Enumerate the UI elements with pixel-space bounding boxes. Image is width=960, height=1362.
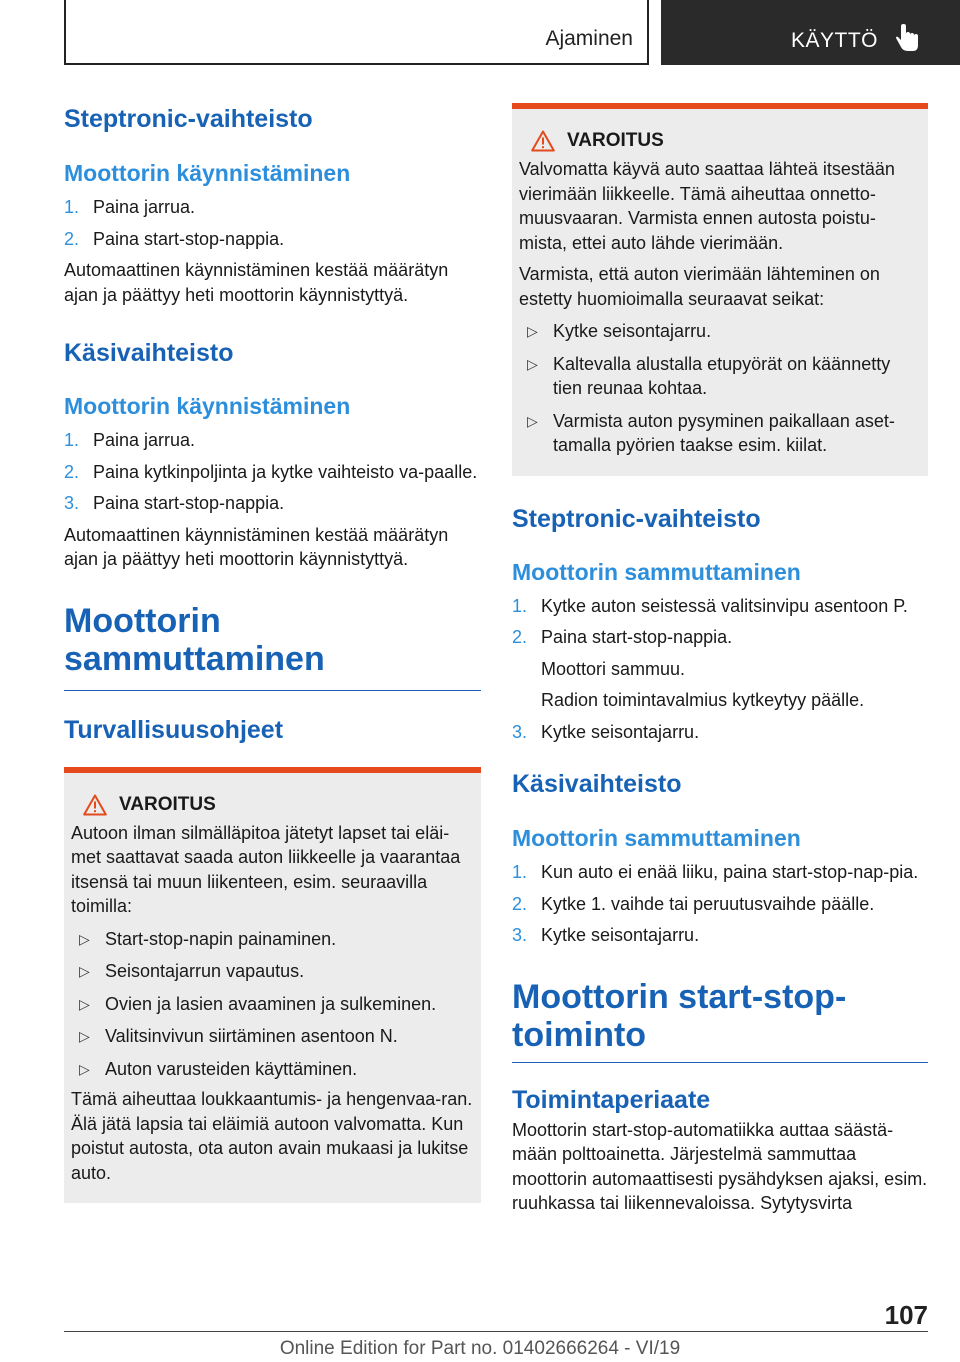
- bullet-item: ▷ Kaltevalla alustalla etupyörät on käännetty tien reunaa kohtaa.: [527, 353, 891, 398]
- warning-triangle-icon: [531, 130, 555, 152]
- list-item: 1. Paina jarrua.: [64, 430, 196, 450]
- section-title: Toimintaperiaate: [512, 1085, 711, 1114]
- header-section-box: [64, 0, 649, 65]
- list-item: 3. Paina start-stop-nappia.: [64, 493, 285, 513]
- list-item: 1. Kytke auton seistessä valitsinvipu asentoon P.: [512, 595, 908, 616]
- list-item: 2. Paina start-stop-nappia.: [512, 627, 733, 647]
- warning-box: [64, 767, 481, 1204]
- warning-text: Autoon ilman silmälläpitoa jätetyt lapset tai eläi-met saattavat saada auton liikkeelle ja vaarantaa itsensä tai muun liikenteen, esim. seuraavilla toimilla:: [71, 822, 461, 916]
- warning-box: [512, 103, 928, 476]
- header-chapter-box: [661, 0, 960, 65]
- bullet-item: ▷ Valitsinvivun siirtäminen asentoon N.: [79, 1026, 398, 1046]
- paragraph: Automaattinen käynnistäminen kestää määrätyn ajan ja päättyy heti moottorin käynnistyttyä.: [64, 524, 449, 569]
- hand-pointer-icon: [895, 24, 921, 52]
- section-title: Turvallisuusohjeet: [64, 715, 284, 744]
- paragraph: Moottorin start-stop-automatiikka auttaa säästä-mään polttoainetta. Järjestelmä sammuttaa moottorin automaattisesti pysähdyksen ajaksi, esim. ruuhkassa tai liikennevaloissa. Sytytysvirta: [512, 1119, 928, 1213]
- list-item: 3. Kytke seisontajarru.: [512, 721, 700, 742]
- bullet-item: ▷ Auton varusteiden käyttäminen.: [79, 1058, 358, 1079]
- bullet-item: ▷ Kytke seisontajarru.: [527, 321, 712, 341]
- chapter-title: Moottorin start-stop-toiminto: [512, 978, 928, 1063]
- section-title: Steptronic-vaihteisto: [64, 105, 313, 133]
- bullet-item: ▷ Ovien ja lasien avaaminen ja sulkeminen.: [79, 993, 437, 1014]
- list-item-note: Radion toimintavalmius kytkeytyy päälle.: [541, 690, 865, 710]
- warning-title: VAROITUS: [531, 129, 921, 153]
- footer-edition: Online Edition for Part no. 01402666264 - VI/19: [279, 1338, 681, 1359]
- warning-text: Tämä aiheuttaa loukkaantumis- ja hengenvaa-ran. Älä jätä lapsia tai eläimiä autoon valvomatta. Kun poistut autosta, ota auton avain mukaasi ja lukitse auto.: [71, 1089, 473, 1183]
- list-item: 1. Paina jarrua.: [64, 197, 196, 217]
- bullet-item: ▷ Varmista auton pysyminen paikallaan aset-tamalla pyörien taakse esim. kiilat.: [527, 410, 895, 455]
- right-column: [512, 103, 928, 1216]
- subsection-title: Moottorin käynnistäminen: [64, 393, 351, 419]
- section-title: Käsivaihteisto: [64, 339, 234, 367]
- page-number: 107: [884, 1300, 928, 1330]
- bullet-item: ▷ Start-stop-napin painaminen.: [79, 928, 337, 949]
- warning-triangle-icon: [83, 794, 107, 816]
- list-item: 2. Paina start-stop-nappia.: [64, 228, 285, 249]
- section-title: Steptronic-vaihteisto: [512, 504, 761, 533]
- list-item: 3. Kytke seisontajarru.: [512, 925, 700, 945]
- list-item: 2. Paina kytkinpoljinta ja kytke vaihteisto va-paalle.: [64, 461, 478, 482]
- left-column: [64, 100, 481, 1203]
- footer-divider: [64, 1331, 928, 1332]
- subsection-title: Moottorin sammuttaminen: [512, 825, 801, 851]
- header-chapter-label: KÄYTTÖ: [791, 29, 879, 52]
- list-item-note: Moottori sammuu.: [541, 658, 686, 679]
- list-item: 2. Kytke 1. vaihde tai peruutusvaihde päälle.: [512, 893, 875, 914]
- warning-text: Varmista, että auton vierimään lähteminen on estetty huomioimalla seuraavat seikat:: [519, 264, 880, 309]
- bullet-item: ▷ Seisontajarrun vapautus.: [79, 961, 305, 981]
- warning-text: Valvomatta käyvä auto saattaa lähteä itsestään vierimään liikkeelle. Tämä aiheuttaa onnetto-muusvaaran. Varmista ennen autosta poistu-mista, ettei auto lähde vierimään.: [519, 159, 895, 253]
- subsection-title: Moottorin sammuttaminen: [512, 558, 801, 585]
- list-item: 1. Kun auto ei enää liiku, paina start-stop-nap-pia.: [512, 862, 919, 882]
- subsection-title: Moottorin käynnistäminen: [64, 160, 351, 186]
- warning-title: VAROITUS: [83, 793, 474, 817]
- header-section-label: Ajaminen: [545, 27, 633, 50]
- section-title: Käsivaihteisto: [512, 770, 682, 798]
- chapter-title: Moottorin sammuttaminen: [64, 602, 481, 691]
- paragraph: Automaattinen käynnistäminen kestää määrätyn ajan ja päättyy heti moottorin käynnistyttyä.: [64, 260, 449, 305]
